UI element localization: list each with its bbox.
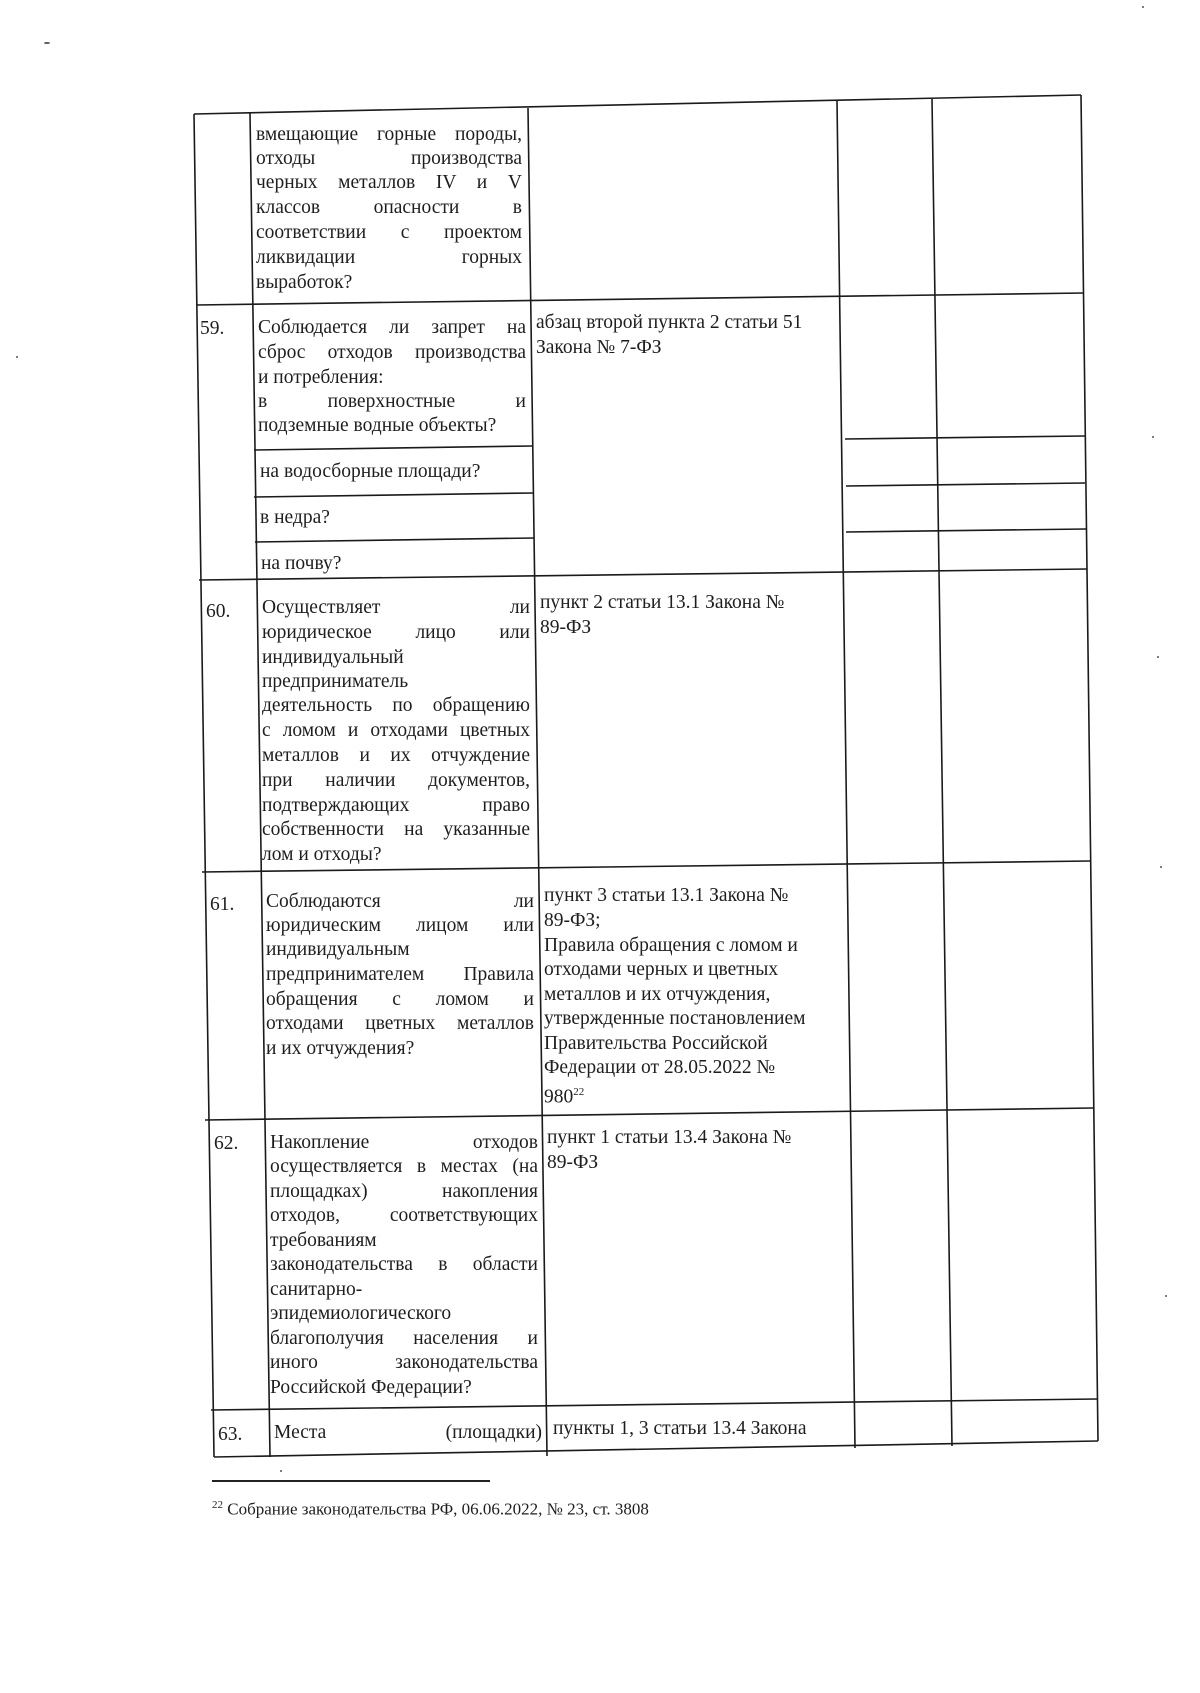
question-line: предприниматель	[262, 671, 409, 692]
row-number: 60.	[206, 601, 231, 622]
question-line: соответствии с проектом	[256, 222, 522, 243]
basis-line: пункты 1, 3 статьи 13.4 Закона	[553, 1418, 807, 1439]
row-number: 61.	[210, 894, 235, 915]
row-number: 63.	[218, 1424, 243, 1445]
question-line: и их отчуждения?	[266, 1038, 415, 1059]
scan-speck	[44, 42, 50, 44]
scan-speck	[16, 356, 18, 358]
question-line: обращения с ломом и	[266, 989, 534, 1010]
question-line: классов опасности в	[256, 197, 522, 218]
footnote-mark: 22	[212, 1499, 223, 1511]
footnote-mark: 22	[573, 1086, 585, 1098]
question-line: и потребления:	[258, 367, 384, 388]
basis-line: пункт 3 статьи 13.1 Закона №	[544, 885, 789, 906]
question-line: требованиям	[270, 1230, 377, 1251]
scan-speck	[1160, 866, 1162, 868]
scan-speck	[1157, 656, 1159, 658]
question-line: иного законодательства	[270, 1352, 538, 1373]
footnote-separator	[212, 1480, 490, 1482]
basis-line: Правительства Российской	[544, 1033, 768, 1054]
question-line: Соблюдаются ли	[266, 891, 534, 912]
basis-line: абзац второй пункта 2 статьи 51	[536, 312, 803, 333]
question-line: Накопление отходов	[270, 1132, 538, 1153]
question-line: площадках) накопления	[270, 1181, 538, 1202]
question-line: с ломом и отходами цветных	[262, 720, 530, 741]
basis-line: утвержденные постановлением	[544, 1008, 806, 1029]
scan-speck	[1142, 6, 1144, 8]
scan-speck	[280, 1470, 282, 1472]
question-line: Российской Федерации?	[270, 1377, 472, 1398]
basis-line: 89-ФЗ	[547, 1152, 599, 1173]
question-line: сброс отходов производства	[258, 342, 526, 363]
question-line: черных металлов IV и V	[256, 172, 522, 193]
footnote-text: Собрание законодательства РФ, 06.06.2022, № 23, ст. 3808	[227, 1499, 649, 1519]
basis-line: пункт 1 статьи 13.4 Закона №	[547, 1127, 792, 1148]
basis-line	[544, 1081, 584, 1109]
basis-line: Федерации от 28.05.2022 №	[544, 1057, 776, 1078]
scan-speck	[1165, 1295, 1167, 1297]
question-line: выработок?	[256, 272, 353, 293]
basis-text: 980	[544, 1086, 574, 1108]
question-line: благополучия населения и	[270, 1328, 538, 1349]
question-line: в поверхностные и	[258, 391, 526, 412]
question-line: металлов и их отчуждение	[262, 745, 530, 766]
row-number: 62.	[214, 1133, 239, 1154]
basis-line: Закона № 7-ФЗ	[536, 337, 662, 358]
footnote	[212, 1494, 649, 1521]
question-line: отходов, соответствующих	[270, 1205, 538, 1226]
question-line: Соблюдается ли запрет на	[258, 317, 526, 338]
question-line: подземные водные объекты?	[258, 415, 497, 436]
question-line: отходами цветных металлов	[266, 1013, 534, 1034]
question-line: собственности на указанные	[262, 819, 530, 840]
question-line: при наличии документов,	[262, 770, 530, 791]
scan-speck	[1152, 436, 1154, 438]
question-line: вмещающие горные породы,	[256, 124, 522, 145]
question-line: отходы производства	[256, 148, 522, 169]
question-line: санитарно-	[270, 1279, 363, 1300]
question-line: юридическое лицо или	[262, 622, 530, 643]
question-line: Осуществляет ли	[262, 597, 530, 618]
basis-line: металлов и их отчуждения,	[544, 984, 771, 1005]
basis-line: 89-ФЗ	[540, 617, 592, 638]
question-line: индивидуальный	[262, 647, 404, 668]
question-line: осуществляется в местах (на	[270, 1156, 538, 1177]
question-line: юридическим лицом или	[266, 915, 534, 936]
question-line: подтверждающих право	[262, 795, 530, 816]
question-line: предпринимателем Правила	[266, 964, 534, 985]
sub-question: на почву?	[261, 553, 342, 574]
question-line: Места (площадки)	[274, 1422, 542, 1443]
basis-line: 89-ФЗ;	[544, 910, 601, 931]
question-line: законодательства в области	[270, 1254, 538, 1275]
question-line: эпидемиологического	[270, 1303, 452, 1324]
sub-question: на водосборные площади?	[260, 461, 481, 482]
basis-line: Правила обращения с ломом и	[544, 935, 798, 956]
row-number: 59.	[200, 318, 225, 339]
sub-question: в недра?	[260, 507, 330, 528]
question-line: индивидуальным	[266, 939, 410, 960]
basis-line: отходами черных и цветных	[544, 959, 779, 980]
question-line: деятельность по обращению	[262, 695, 530, 716]
question-line: лом и отходы?	[262, 844, 382, 865]
basis-line: пункт 2 статьи 13.1 Закона №	[540, 592, 785, 613]
question-line: ликвидации горных	[256, 247, 522, 268]
